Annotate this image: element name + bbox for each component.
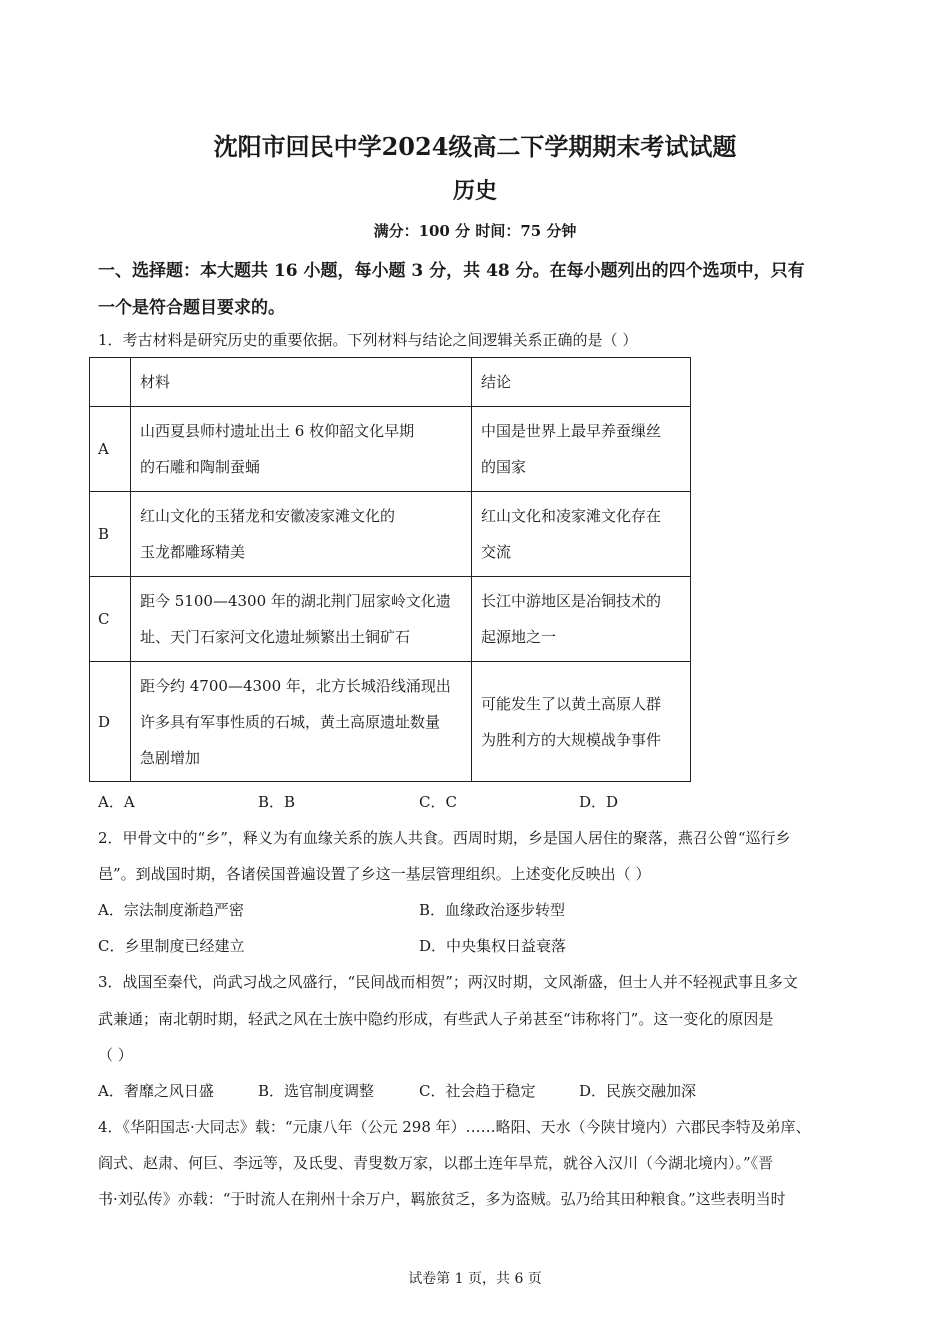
conclusion-line: 起源地之一 <box>481 628 557 646</box>
material-line: 红山文化的玉猪龙和安徽凌家滩文化的 <box>140 507 396 525</box>
question-3-line3: （ ） <box>98 1046 133 1064</box>
material-line: 的石雕和陶制蚕蛹 <box>140 458 261 476</box>
question-4-line3: 书·刘弘传》亦载：“于时流人在荆州十余万户，羁旅贫乏，多为盗贼。弘乃给其田种粮食。”这些表明当时 <box>98 1190 786 1208</box>
material-line: 许多具有军事性质的石城，黄土高原遗址数量 <box>140 712 441 731</box>
section-heading-line2: 一个是符合题目要求的。 <box>98 298 285 318</box>
q1-option-a[interactable]: A．A <box>98 793 135 811</box>
q3-option-b[interactable]: B．选官制度调整 <box>258 1082 375 1100</box>
material-line: 距今 5100—4300 年的湖北荆门屈家岭文化遗 <box>140 592 451 610</box>
table-header-cell <box>90 358 131 407</box>
q2-option-d[interactable]: D．中央集权日益衰落 <box>419 937 567 955</box>
conclusion-line: 中国是世界上最早养蚕缫丝 <box>481 422 662 440</box>
conclusion-line: 红山文化和凌家滩文化存在 <box>481 507 662 525</box>
q1-option-c[interactable]: C．C <box>419 793 457 811</box>
question-3-line1: 3．战国至秦代，尚武习战之风盛行，“民间战而相贺”；两汉时期，文风渐盛，但士人并不轻视武事且多文 <box>98 973 798 991</box>
q2-option-b[interactable]: B．血缘政治逐步转型 <box>419 901 566 919</box>
q1-option-b[interactable]: B．B <box>258 793 296 811</box>
table-row <box>90 407 691 492</box>
q3-option-d[interactable]: D．民族交融加深 <box>579 1082 697 1100</box>
material-line: 急剧增加 <box>140 748 201 767</box>
conclusion-line: 的国家 <box>481 458 527 476</box>
question-4-line2: 阎式、赵肃、何巨、李远等，及氐叟、青叟数万家，以郡土连年旱荒，就谷入汉川（今湖北境内）。”《晋 <box>98 1154 774 1172</box>
question-2-line1: 2．甲骨文中的“乡”，释义为有血缘关系的族人共食。西周时期，乡是国人居住的聚落，燕召公曾“巡行乡 <box>98 829 791 847</box>
q2-option-c[interactable]: C．乡里制度已经建立 <box>98 937 245 955</box>
row-material <box>131 662 472 782</box>
conclusion-line: 可能发生了以黄土高原人群 <box>481 694 662 713</box>
material-line: 山西夏县师村遗址出土 6 枚仰韶文化早期 <box>140 422 415 440</box>
exam-meta: 满分：100 分 时间：75 分钟 <box>373 222 577 240</box>
question-3-line2: 武兼通；南北朝时期，轻武之风在士族中隐约形成，有些武人子弟甚至“讳称将门”。这一变化的原因是 <box>98 1010 774 1028</box>
table-row <box>90 662 691 782</box>
table-row <box>90 577 691 662</box>
q3-option-a[interactable]: A．奢靡之风日盛 <box>98 1082 214 1100</box>
q1-option-d[interactable]: D．D <box>579 793 619 811</box>
table-header-conclusion: 结论 <box>472 358 691 407</box>
row-material <box>131 577 472 662</box>
material-line: 玉龙都雕琢精美 <box>140 543 246 561</box>
question-2-line2: 邑”。到战国时期，各诸侯国普遍设置了乡这一基层管理组织。上述变化反映出（ ） <box>98 865 651 883</box>
row-conclusion <box>472 662 691 782</box>
conclusion-line: 为胜利方的大规模战争事件 <box>481 730 662 749</box>
question-1-table <box>89 357 691 782</box>
q3-option-c[interactable]: C．社会趋于稳定 <box>419 1082 536 1100</box>
page-footer: 试卷第 1 页，共 6 页 <box>408 1271 542 1287</box>
conclusion-line: 交流 <box>481 543 512 561</box>
table-header-row <box>90 358 691 407</box>
table-header-material: 材料 <box>131 358 472 407</box>
material-line: 距今约 4700—4300 年，北方长城沿线涌现出 <box>140 676 451 695</box>
row-conclusion <box>472 407 691 492</box>
row-letter: A <box>90 407 131 492</box>
row-letter: D <box>90 662 131 782</box>
question-1-stem: 1．考古材料是研究历史的重要依据。下列材料与结论之间逻辑关系正确的是（ ） <box>98 331 638 349</box>
q2-option-a[interactable]: A．宗法制度渐趋严密 <box>98 901 244 919</box>
row-letter: C <box>90 577 131 662</box>
question-4-line1: 4．《华阳国志·大同志》载：“元康八年（公元 298 年）……略阳、天水（今陕甘境内）六郡民李特及弟庠、 <box>98 1118 811 1136</box>
exam-title: 沈阳市回民中学2024级高二下学期期末考试试题 <box>213 132 737 161</box>
row-conclusion <box>472 492 691 577</box>
material-line: 址、天门石家河文化遗址频繁出土铜矿石 <box>140 628 411 646</box>
row-material <box>131 492 472 577</box>
subject-title: 历史 <box>452 178 497 204</box>
table-row <box>90 492 691 577</box>
section-heading-line1: 一、选择题：本大题共 16 小题，每小题 3 分，共 48 分。在每小题列出的四个选项中，只有 <box>98 261 805 281</box>
conclusion-line: 长江中游地区是冶铜技术的 <box>481 592 662 610</box>
row-material <box>131 407 472 492</box>
row-conclusion <box>472 577 691 662</box>
row-letter: B <box>90 492 131 577</box>
